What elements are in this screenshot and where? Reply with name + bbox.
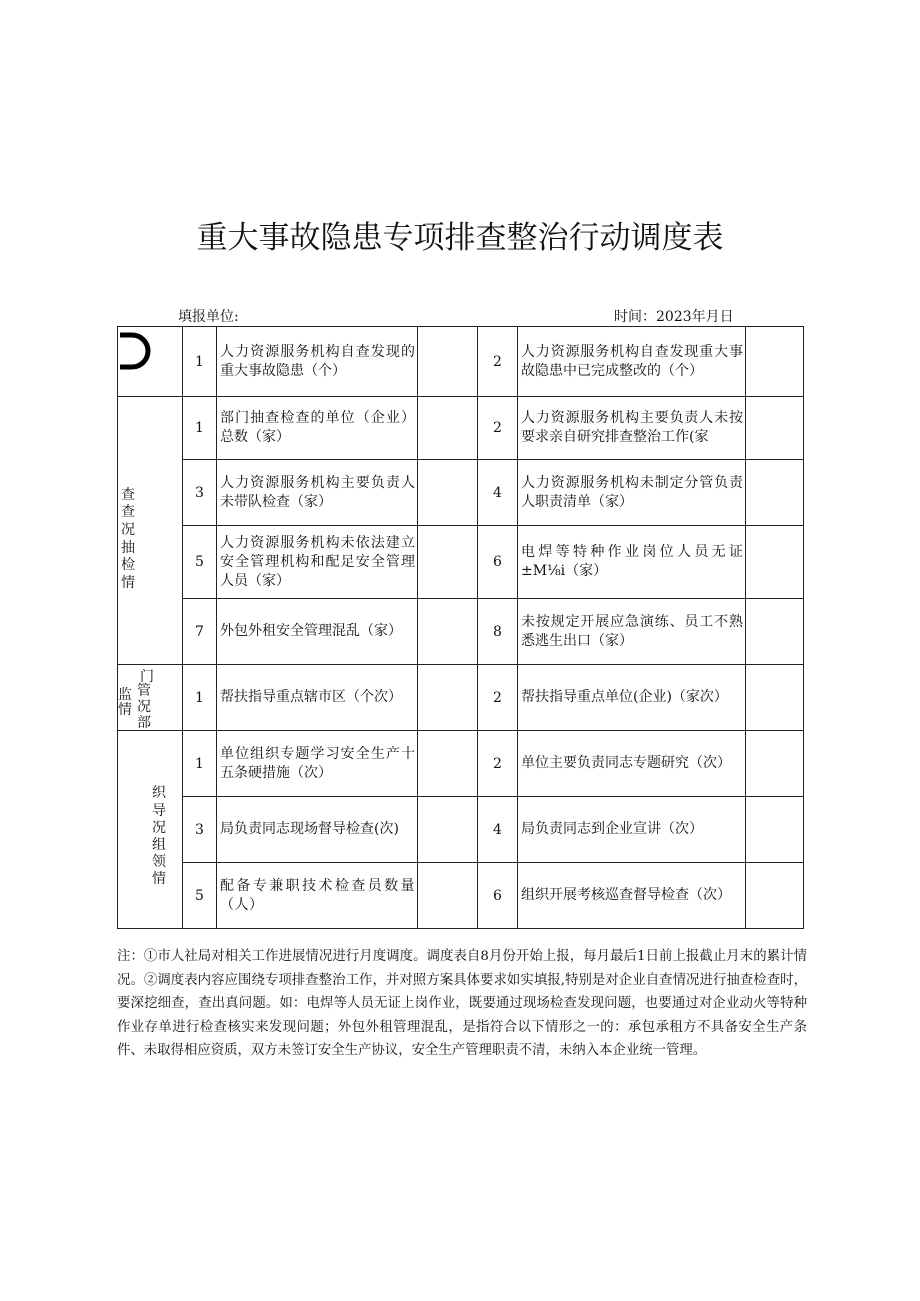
table-row: [118, 526, 804, 599]
item-number: 5: [183, 526, 217, 599]
item-number: 6: [478, 863, 518, 929]
table-row: [118, 665, 804, 731]
item-number: 1: [183, 397, 217, 460]
item-value-cell[interactable]: [746, 599, 804, 665]
item-value-cell[interactable]: [418, 863, 478, 929]
footnote: 注：①市人社局对相关工作进展情况进行月度调度。调度表自8月份开始上报，每月最后1日前上报截止月末的累计情况。②调度表内容应围绕专项排查整治工作，并对照方案具体要求如实填报,特别是对企业自查情况进行抽查检查时，要深挖细查，查出真问题。如：电焊等人员无证上岗作业，既要通过现场检查发现问题，也要通过对企业动火等特种作业存单进行检查核实来发现问题；外包外租管理混乱，是指符合以下情形之一的：承包承租方不具备安全生产条件、未取得相应资质，双方未签订安全生产协议，安全生产管理职责不清，未纳入本企业统一管理。: [117, 949, 807, 1058]
item-text: 单位主要负责同志专题研究（次）: [518, 731, 746, 797]
reporting-unit-label: 填报单位:: [178, 309, 239, 325]
item-text: 人力资源服务机构未制定分管负责人职责清单（家）: [518, 460, 746, 526]
item-value-cell[interactable]: [418, 526, 478, 599]
section-label-supervision: 门 监 管 情 况 部: [118, 665, 183, 731]
item-value-cell[interactable]: [746, 863, 804, 929]
item-value-cell[interactable]: [418, 797, 478, 863]
item-text: 人力资源服务机构自查发现重大事故隐患中已完成整改的（个）: [518, 327, 746, 397]
section-logo-cell: [118, 327, 183, 397]
item-value-cell[interactable]: [418, 397, 478, 460]
item-text: 人力资源服务机构自查发现的重大事故隐患（个）: [217, 327, 418, 397]
table-row: [118, 797, 804, 863]
item-text: 局负责同志到企业宣讲（次）: [518, 797, 746, 863]
item-text: 帮扶指导重点单位(企业)（家次）: [518, 665, 746, 731]
dispatch-table: [117, 326, 804, 929]
emblem-icon: [118, 331, 154, 371]
item-number: 2: [478, 327, 518, 397]
item-number: 2: [478, 397, 518, 460]
table-row: [118, 863, 804, 929]
item-number: 2: [478, 731, 518, 797]
item-number: 8: [478, 599, 518, 665]
item-text: 外包外租安全管理混乱（家）: [217, 599, 418, 665]
item-text: 单位组织专题学习安全生产十五条硬措施（次）: [217, 731, 418, 797]
item-value-cell[interactable]: [746, 665, 804, 731]
item-text: 部门抽查检查的单位（企业）总数（家）: [217, 397, 418, 460]
section-label-leadership: 织 导 况 组 领 情: [118, 731, 183, 929]
item-value-cell[interactable]: [418, 599, 478, 665]
item-text: 人力资源服务机构未依法建立安全管理机构和配足安全管理人员（家）: [217, 526, 418, 599]
item-number: 7: [183, 599, 217, 665]
table-row: [118, 397, 804, 460]
item-number: 4: [478, 797, 518, 863]
item-number: 1: [183, 327, 217, 397]
item-number: 2: [478, 665, 518, 731]
item-value-cell[interactable]: [746, 460, 804, 526]
item-text: 帮扶指导重点辖市区（个次）: [217, 665, 418, 731]
table-row: [118, 731, 804, 797]
item-number: 5: [183, 863, 217, 929]
item-text: 组织开展考核巡查督导检查（次）: [518, 863, 746, 929]
page-title: 重大事故隐患专项排查整治行动调度表: [196, 220, 724, 256]
item-text: 人力资源服务机构主要负责人未带队检查（家）: [217, 460, 418, 526]
item-text: 配备专兼职技术检查员数量（人）: [217, 863, 418, 929]
item-value-cell[interactable]: [746, 397, 804, 460]
item-text: 电焊等特种作业岗位人员无证±M⅛i（家）: [518, 526, 746, 599]
item-text: 局负责同志现场督导检查(次): [217, 797, 418, 863]
item-value-cell[interactable]: [746, 526, 804, 599]
item-text: 人力资源服务机构主要负责人未按要求亲自研究排查整治工作(家: [518, 397, 746, 460]
table-row: [118, 327, 804, 397]
section-label-inspection: 查 查 况 抽 检 情: [118, 397, 183, 665]
item-value-cell[interactable]: [418, 327, 478, 397]
item-number: 4: [478, 460, 518, 526]
item-number: 6: [478, 526, 518, 599]
table-row: [118, 599, 804, 665]
report-time-label: 时间：2023年月日: [614, 309, 734, 325]
item-number: 1: [183, 665, 217, 731]
item-text: 未按规定开展应急演练、员工不熟悉逃生出口（家）: [518, 599, 746, 665]
item-number: 1: [183, 731, 217, 797]
table-row: [118, 460, 804, 526]
item-value-cell[interactable]: [746, 797, 804, 863]
item-value-cell[interactable]: [746, 731, 804, 797]
item-value-cell[interactable]: [418, 665, 478, 731]
item-number: 3: [183, 797, 217, 863]
item-value-cell[interactable]: [418, 460, 478, 526]
item-value-cell[interactable]: [746, 327, 804, 397]
item-number: 3: [183, 460, 217, 526]
item-value-cell[interactable]: [418, 731, 478, 797]
